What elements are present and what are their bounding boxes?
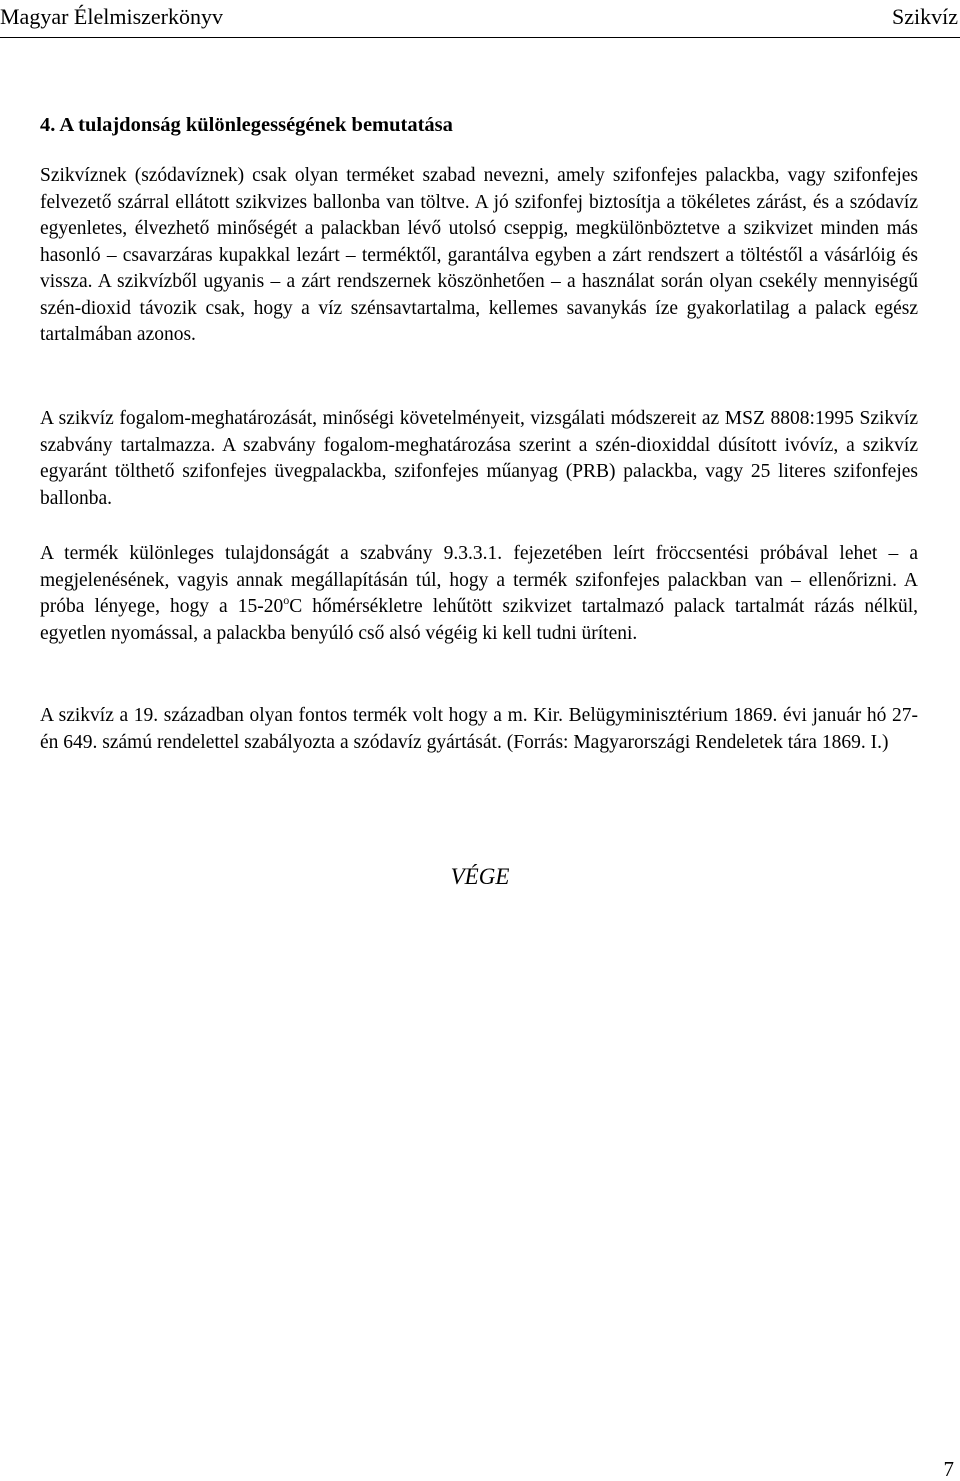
- degree-superscript: o: [283, 593, 290, 607]
- page-header: [0, 0, 960, 38]
- spray-test-text-end: C hőmérsékletre lehűtött szikvizet tartalmazó palack tartalmát rázás nélkül, egyetlen nyomással, a palackba benyúló cső alsó végéig ki kell tudni üríteni.: [40, 596, 918, 644]
- paragraph-history: A szikvíz a 19. században olyan fontos termék volt hogy a m. Kir. Belügyminisztérium 1869. évi január hó 27-én 649. számú rendelettel szabályozta a szódavíz gyártását. (Forrás: Magyarországi Rendeletek tára 1869. I.): [40, 705, 918, 753]
- spray-test-text-start: A termék különleges tulajdonságát a szabvány 9.3.3.1. fejezetében leírt fröccsentési próbával lehet – a megjelenésének, vagyis annak megállapításán túl, hogy a termék szifonfejes palackban van – ellenőrizni. A próba lényege, hogy a 15-20: [40, 543, 918, 617]
- header-document-title: Magyar Élelmiszerkönyv: [0, 4, 223, 29]
- paragraph-description: Szikvíznek (szódavíznek) csak olyan terméket szabad nevezni, amely szifonfejes palackba, vagy szifonfejes felvezető szárral ellátott szikvizes ballonba van töltve. A jó szifonfej biztosítja a tökéletes zárást, és a szódavíz egyenletes, élvezhető minőségét a palackban lévő utolsó cseppig, megkülönböztetve a szikvizet minden más hasonló – csavarzáras kupakkal lezárt – terméktől, garantálva egyben a zárt rendszert a töltéstől a vásárlóig és vissza. A szikvízből ugyanis – a zárt rendszernek köszönhetően – a használat során olyan csekély mennyiségű szén-dioxid távozik csak, hogy a víz szénsavtartalma, kellemes savanykás íze gyakorlatilag a palack egész tartalmában azonos.: [40, 165, 918, 345]
- paragraph-spray-test: [40, 541, 918, 647]
- section-heading: 4. A tulajdonság különlegességének bemutatása: [40, 114, 453, 136]
- end-mark: VÉGE: [450, 864, 510, 889]
- paragraph-standard-definition: A szikvíz fogalom-meghatározását, minőségi követelményeit, vizsgálati módszereit az MSZ 8808:1995 Szikvíz szabvány tartalmazza. A szabvány fogalom-meghatározása szerint a szén-dioxiddal dúsított ivóvíz, a szikvíz egyaránt tölthető szifonfejes üvegpalackba, szifonfejes műanyag (PRB) palackba, vagy 25 literes szifonfejes ballonba.: [40, 408, 918, 509]
- page-number: 7: [943, 1457, 954, 1481]
- header-section-title: Szikvíz: [892, 4, 958, 29]
